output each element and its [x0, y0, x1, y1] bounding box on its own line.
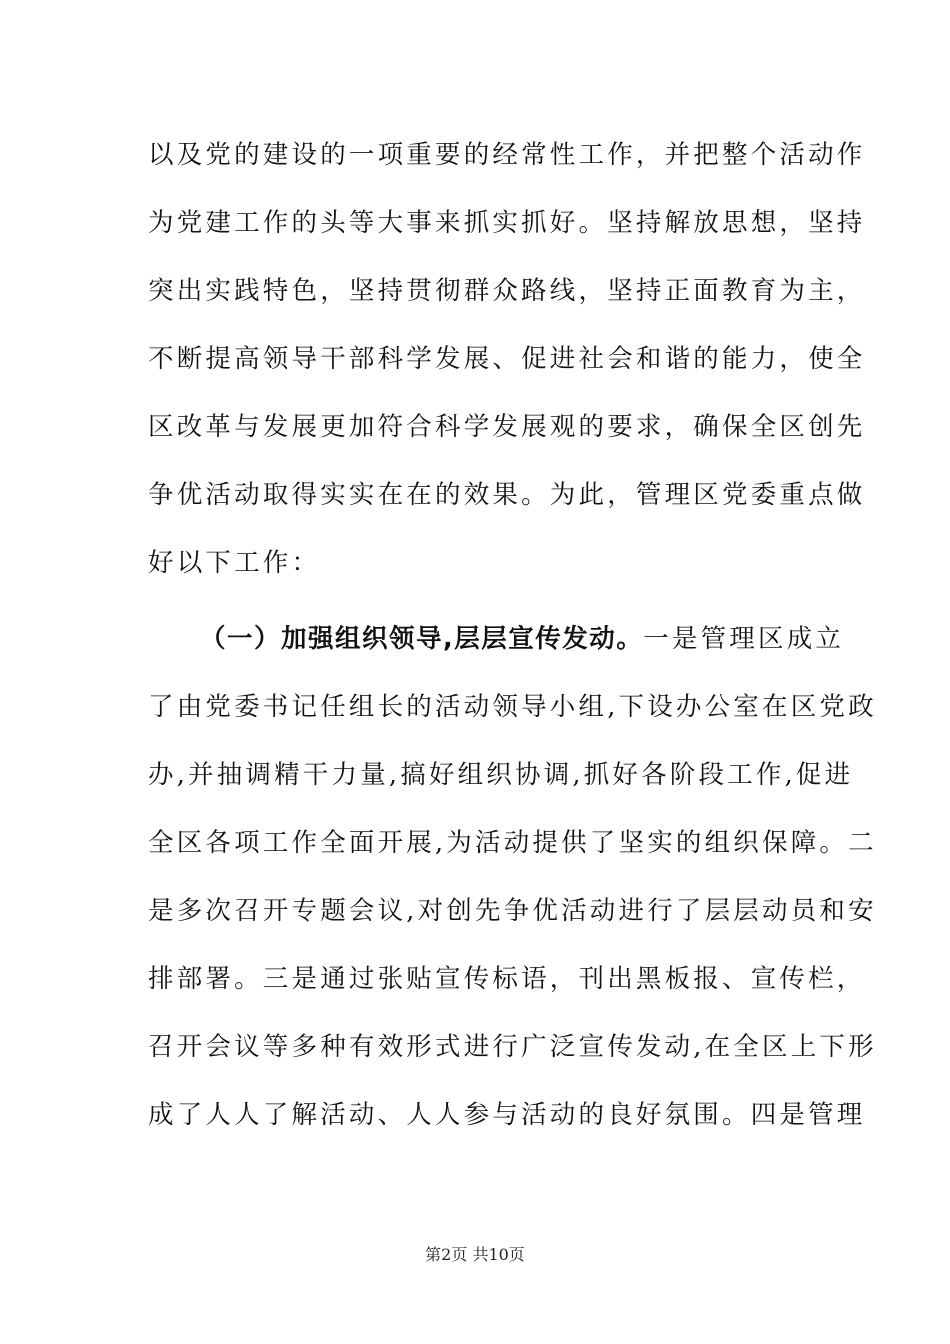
paragraph-line: 区改革与发展更加符合科学发展观的要求，确保全区创先 — [148, 412, 866, 442]
paragraph-line: 了由党委书记任组长的活动领导小组,下设办公室在区党政 — [148, 692, 877, 722]
paragraph-line: 争优活动取得实实在在的效果。为此，管理区党委重点做 — [148, 480, 866, 510]
section-heading-rest: 一是管理区成立 — [643, 624, 845, 654]
paragraph-line: 好以下工作： — [148, 548, 321, 578]
paragraph-line: 以及党的建设的一项重要的经常性工作，并把整个活动作 — [148, 140, 866, 170]
paragraph-line: 成了人人了解活动、人人参与活动的良好氛围。四是管理 — [148, 1100, 866, 1130]
paragraph-line: 是多次召开专题会议,对创先争优活动进行了层层动员和安 — [148, 896, 877, 926]
paragraph-line: 全区各项工作全面开展,为活动提供了坚实的组织保障。二 — [148, 828, 877, 858]
paragraph-line: 突出实践特色，坚持贯彻群众路线，坚持正面教育为主， — [148, 276, 866, 306]
section-heading: （一）加强组织领导,层层宣传发动。 — [200, 624, 644, 654]
paragraph-line: 排部署。三是通过张贴宣传标语，刊出黑板报、宣传栏， — [148, 964, 866, 994]
paragraph-line: 办,并抽调精干力量,搞好组织协调,抓好各阶段工作,促进 — [148, 760, 854, 790]
section-heading-line — [200, 619, 845, 659]
paragraph-line: 为党建工作的头等大事来抓实抓好。坚持解放思想，坚持 — [148, 208, 866, 238]
page-number-footer: 第2页 共10页 — [425, 1245, 525, 1264]
paragraph-line: 召开会议等多种有效形式进行广泛宣传发动,在全区上下形 — [148, 1032, 877, 1062]
paragraph-line: 不断提高领导干部科学发展、促进社会和谐的能力，使全 — [148, 344, 866, 374]
